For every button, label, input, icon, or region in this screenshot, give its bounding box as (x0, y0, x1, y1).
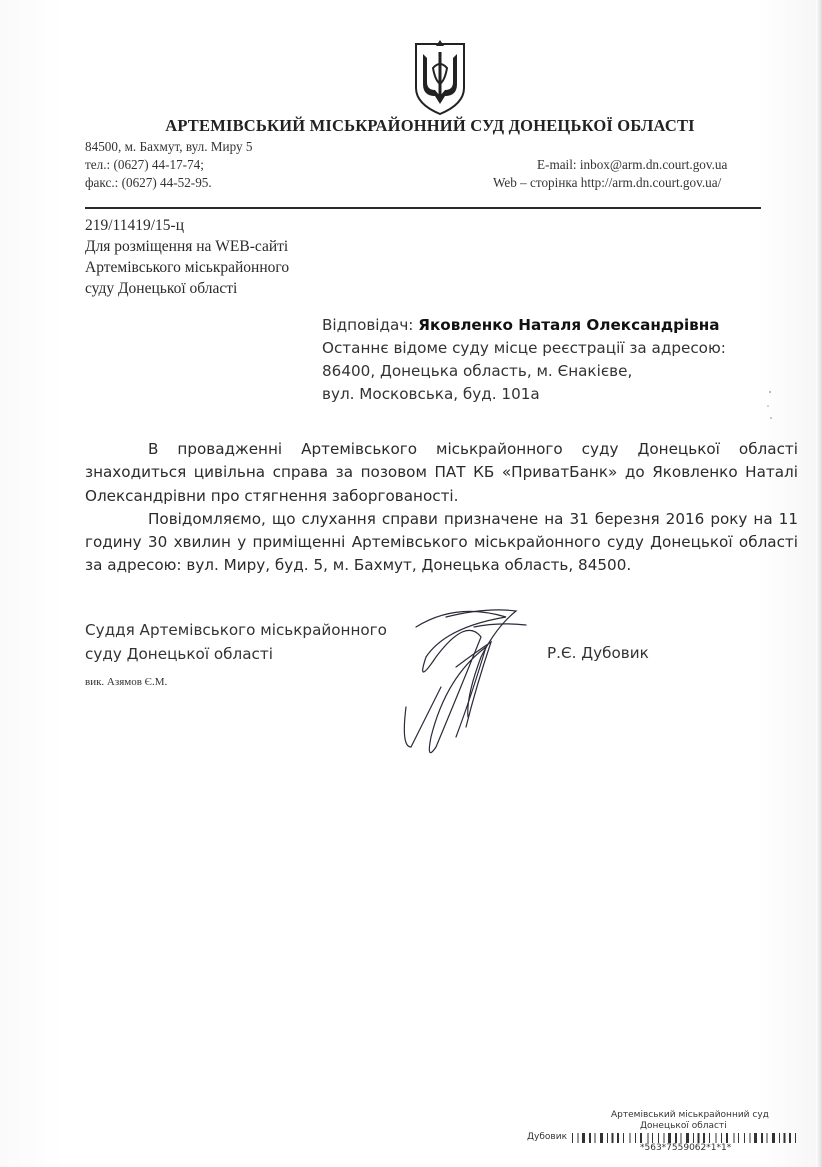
letter-body (85, 438, 798, 578)
barcode-bar (698, 1133, 700, 1143)
handwritten-signature (386, 597, 536, 762)
barcode-bar (635, 1133, 636, 1143)
barcode-bar (716, 1133, 717, 1143)
barcode-bar (681, 1133, 682, 1143)
barcode-bar (693, 1133, 694, 1143)
barcode-bar (675, 1133, 677, 1143)
addressee-line: Останнє відоме суду місце реєстрації за адресою: (322, 339, 726, 357)
barcode-bar (612, 1133, 614, 1143)
barcode-bar (640, 1133, 642, 1143)
barcode-bar (761, 1133, 763, 1143)
case-number: 219/11419/15-ц (85, 217, 184, 234)
coat-of-arms-emblem (411, 40, 469, 116)
barcode (572, 1133, 800, 1143)
barcode-bar (744, 1133, 745, 1143)
barcode-bar (648, 1133, 649, 1143)
barcode-bar (595, 1133, 596, 1143)
barcode-bar (623, 1133, 624, 1143)
barcode-bar (589, 1133, 591, 1143)
header-divider (85, 207, 761, 209)
judge-title-block (85, 618, 387, 666)
court-website: Web – сторінка http://arm.dn.court.gov.ua/ (493, 175, 722, 190)
addressee-line: 86400, Донецька область, м. Єнакієве, (322, 362, 633, 380)
court-fax: факс.: (0627) 44-52-95. (85, 175, 212, 190)
barcode-bar (617, 1133, 619, 1143)
barcode-bar (572, 1133, 573, 1143)
barcode-bar (668, 1133, 671, 1143)
barcode-bar (734, 1133, 735, 1143)
judge-name: Р.Є. Дубовик (547, 644, 649, 662)
barcode-bar (578, 1133, 579, 1143)
barcode-bar (795, 1133, 796, 1143)
purpose-line: суду Донецької області (85, 280, 238, 297)
barcode-bar (784, 1133, 786, 1143)
barcode-bar (721, 1133, 722, 1143)
body-paragraph: Повідомляємо, що слухання справи призначене на 31 березня 2016 року на 11 годину 30 хвилин у приміщенні Артемівського міськрайонного суду Донецької області за адресою: вул. Миру, буд. 5, м. Бахмут, Донецька область, 84500. (85, 509, 798, 575)
addressee-name: Яковленко Наталя Олександрівна (418, 316, 720, 334)
court-email: E-mail: inbox@arm.dn.court.gov.ua (537, 157, 728, 172)
purpose-line: Для розміщення на WEB-сайті (85, 238, 289, 255)
barcode-bar (600, 1133, 603, 1143)
court-address: 84500, м. Бахмут, вул. Миру 5 (85, 139, 253, 154)
barcode-bar (754, 1133, 757, 1143)
barcode-bar (607, 1133, 608, 1143)
scan-specks (764, 388, 776, 424)
addressee-heading (322, 314, 726, 337)
barcode-text: *563*7559062*1*1* (640, 1143, 732, 1153)
court-title: АРТЕМІВСЬКИЙ МІСЬКРАЙОННИЙ СУД ДОНЕЦЬКОЇ ОБЛАСТІ (165, 116, 695, 135)
body-paragraph: В провадженні Артемівського міськрайонного суду Донецької області знаходиться цивільна справа за позовом ПАТ КБ «ПриватБанк» до Яковленко Наталі Олександрівни про стягнення заборгованості. (85, 440, 798, 505)
stamp-line: Донецької області (640, 1121, 727, 1131)
barcode-bar (738, 1133, 739, 1143)
scan-edge-shadow (816, 0, 822, 1167)
addressee-role: Відповідач: (322, 316, 419, 334)
barcode-bar (709, 1133, 710, 1143)
addressee-line: вул. Московська, буд. 101а (322, 385, 540, 403)
stamp-name: Дубовик (527, 1132, 568, 1142)
barcode-bar (772, 1133, 775, 1143)
barcode-bar (582, 1133, 585, 1143)
barcode-bar (630, 1133, 631, 1143)
court-phone: тел.: (0627) 44-17-74; (85, 157, 204, 172)
addressee-block (322, 314, 726, 406)
barcode-bar (664, 1133, 665, 1143)
barcode-bar (767, 1133, 768, 1143)
reference-block (85, 215, 289, 299)
purpose-line: Артемівського міськрайонного (85, 259, 290, 276)
judge-title-line: Суддя Артемівського міськрайонного (85, 621, 387, 639)
judge-title-line: суду Донецької області (85, 645, 273, 663)
barcode-bar (779, 1133, 780, 1143)
barcode-bar (658, 1133, 659, 1143)
barcode-bar (703, 1133, 705, 1143)
barcode-bar (686, 1133, 689, 1143)
stamp-line: Артемівський міськрайонний суд (611, 1110, 769, 1120)
barcode-bar (750, 1133, 751, 1143)
barcode-bar (789, 1133, 791, 1143)
barcode-bar (726, 1133, 728, 1143)
barcode-bar (652, 1133, 653, 1143)
executor-name: вик. Азямов Є.М. (85, 676, 168, 688)
